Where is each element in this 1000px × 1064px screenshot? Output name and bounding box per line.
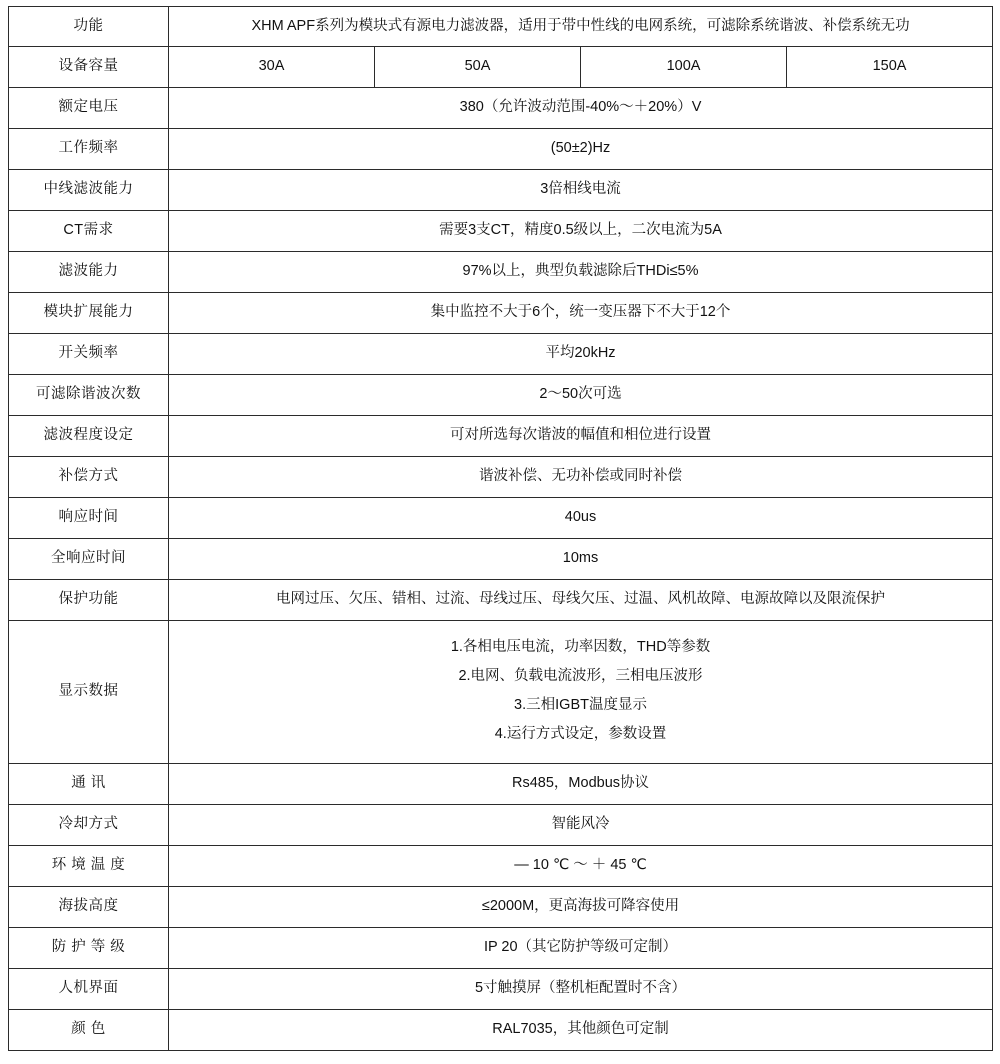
table-row bbox=[9, 457, 993, 498]
row-value: 平均20kHz bbox=[169, 334, 993, 375]
table-row bbox=[9, 375, 993, 416]
row-value: 10ms bbox=[169, 539, 993, 580]
row-label: 通 讯 bbox=[9, 764, 169, 805]
row-label: 可滤除谐波次数 bbox=[9, 375, 169, 416]
capacity-cell-150a: 150A bbox=[787, 47, 993, 88]
row-value: 40us bbox=[169, 498, 993, 539]
row-label: 防 护 等 级 bbox=[9, 928, 169, 969]
table-row bbox=[9, 580, 993, 621]
row-label: 功能 bbox=[9, 7, 169, 47]
row-value: (50±2)Hz bbox=[169, 129, 993, 170]
list-item: 4.运行方式设定，参数设置 bbox=[494, 726, 667, 742]
row-label: 额定电压 bbox=[9, 88, 169, 129]
table-row bbox=[9, 129, 993, 170]
row-label: 人机界面 bbox=[9, 969, 169, 1010]
table-row bbox=[9, 252, 993, 293]
row-label: 响应时间 bbox=[9, 498, 169, 539]
row-label: 全响应时间 bbox=[9, 539, 169, 580]
table-row bbox=[9, 846, 993, 887]
row-label: 设备容量 bbox=[9, 47, 169, 88]
table-row bbox=[9, 969, 993, 1010]
row-label: 环 境 温 度 bbox=[9, 846, 169, 887]
row-label: 工作频率 bbox=[9, 129, 169, 170]
row-value: 智能风冷 bbox=[169, 805, 993, 846]
table-row bbox=[9, 88, 993, 129]
table-row bbox=[9, 293, 993, 334]
list-item: 2.电网、负载电流波形，三相电压波形 bbox=[458, 668, 703, 684]
row-value: XHM APF系列为模块式有源电力滤波器，适用于带中性线的电网系统，可滤除系统谐波、补偿系统无功 bbox=[169, 7, 993, 47]
row-label: 滤波能力 bbox=[9, 252, 169, 293]
row-value: 2～50次可选 bbox=[169, 375, 993, 416]
capacity-cell-30a: 30A bbox=[169, 47, 375, 88]
table-row bbox=[9, 887, 993, 928]
row-value: 谐波补偿、无功补偿或同时补偿 bbox=[169, 457, 993, 498]
table-row bbox=[9, 211, 993, 252]
list-item: 1.各相电压电流，功率因数，THD等参数 bbox=[450, 639, 711, 655]
table-row bbox=[9, 7, 993, 47]
row-label: 开关频率 bbox=[9, 334, 169, 375]
row-value: 5寸触摸屏（整机柜配置时不含） bbox=[169, 969, 993, 1010]
row-value: 380（允许波动范围-40%～＋20%）V bbox=[169, 88, 993, 129]
table-row bbox=[9, 498, 993, 539]
row-value: 3倍相线电流 bbox=[169, 170, 993, 211]
row-value-multiline bbox=[169, 621, 993, 764]
row-label: 模块扩展能力 bbox=[9, 293, 169, 334]
table-row bbox=[9, 928, 993, 969]
table-row bbox=[9, 47, 993, 88]
display-data-list bbox=[175, 621, 986, 763]
row-label: CT需求 bbox=[9, 211, 169, 252]
row-label: 颜 色 bbox=[9, 1010, 169, 1051]
table-row bbox=[9, 805, 993, 846]
capacity-cell-100a: 100A bbox=[581, 47, 787, 88]
table-row bbox=[9, 170, 993, 211]
table-row bbox=[9, 1010, 993, 1051]
row-label: 中线滤波能力 bbox=[9, 170, 169, 211]
row-value: RAL7035，其他颜色可定制 bbox=[169, 1010, 993, 1051]
row-value: 需要3支CT，精度0.5级以上，二次电流为5A bbox=[169, 211, 993, 252]
row-label: 补偿方式 bbox=[9, 457, 169, 498]
row-value: ≤2000M，更高海拔可降容使用 bbox=[169, 887, 993, 928]
row-value: IP 20（其它防护等级可定制） bbox=[169, 928, 993, 969]
row-label: 保护功能 bbox=[9, 580, 169, 621]
table-row bbox=[9, 539, 993, 580]
table-row bbox=[9, 621, 993, 764]
capacity-cell-50a: 50A bbox=[375, 47, 581, 88]
row-label: 冷却方式 bbox=[9, 805, 169, 846]
row-value: 电网过压、欠压、错相、过流、母线过压、母线欠压、过温、风机故障、电源故障以及限流保护 bbox=[169, 580, 993, 621]
row-value: Rs485，Modbus协议 bbox=[169, 764, 993, 805]
table-row bbox=[9, 334, 993, 375]
row-value: — 10 ℃ ～ ＋ 45 ℃ bbox=[169, 846, 993, 887]
table-row bbox=[9, 764, 993, 805]
row-value: 97%以上，典型负载滤除后THDi≤5% bbox=[169, 252, 993, 293]
row-value: 可对所选每次谐波的幅值和相位进行设置 bbox=[169, 416, 993, 457]
specification-table bbox=[8, 6, 993, 1051]
row-value: 集中监控不大于6个，统一变压器下不大于12个 bbox=[169, 293, 993, 334]
list-item: 3.三相IGBT温度显示 bbox=[514, 697, 647, 713]
table-row bbox=[9, 416, 993, 457]
row-label: 显示数据 bbox=[9, 621, 169, 764]
row-label: 滤波程度设定 bbox=[9, 416, 169, 457]
row-label: 海拔高度 bbox=[9, 887, 169, 928]
